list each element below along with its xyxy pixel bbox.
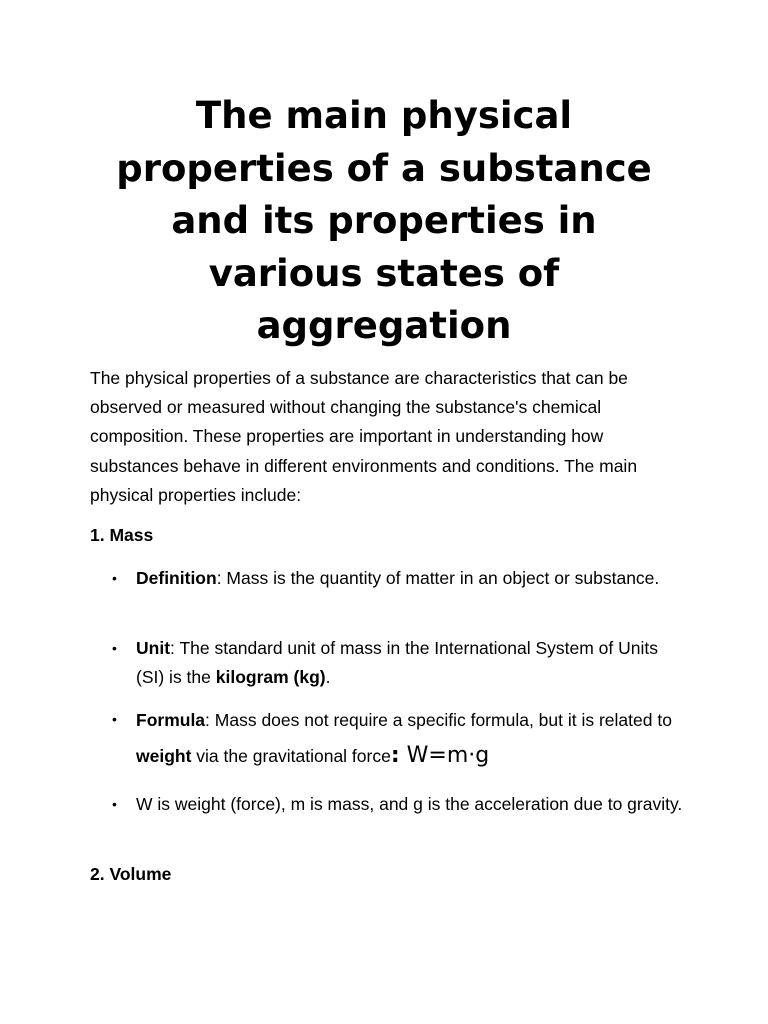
bullet-label: Formula: [136, 710, 206, 730]
bullet-text: : Mass does not require a specific formula, but it is related to: [205, 710, 672, 730]
bullet-content: W is weight (force), m is mass, and g is the acceleration due to gravity.: [136, 794, 683, 814]
bullet-tail: .: [325, 667, 331, 688]
bullet-content: [136, 564, 686, 593]
bullet-content: [136, 702, 686, 774]
bullet-icon: •: [112, 796, 117, 812]
bullet-icon: •: [112, 570, 117, 586]
bullet-emphasis: kilogram (kg): [215, 667, 326, 688]
bullet-label: Definition: [136, 568, 217, 588]
bullet-text: : The standard unit of mass in the International System of Units (SI) is the: [136, 638, 659, 688]
bullet-text: : Mass is the quantity of matter in an object or substance.: [216, 568, 660, 588]
section-heading-mass: 1. Mass: [90, 525, 154, 545]
bullet-tail: via the gravitational force: [191, 746, 391, 766]
bullet-label: Unit: [136, 638, 171, 658]
bullet-content: [136, 634, 686, 692]
weight-formula: W=m·g: [399, 743, 490, 768]
bullet-icon: •: [112, 711, 117, 727]
document-title: The main physical properties of a substance and its properties in various states of aggregation: [116, 94, 652, 347]
bullet-emphasis: weight: [136, 746, 192, 766]
formula-colon: :: [390, 743, 400, 768]
intro-paragraph: The physical properties of a substance are characteristics that can be observed or measured without changing the substance's chemical composition. These properties are important in understanding how substances behave in different environments and conditions. The main physical properties include:: [90, 368, 638, 505]
bullet-icon: •: [112, 640, 117, 656]
section-heading-volume: 2. Volume: [90, 864, 172, 884]
